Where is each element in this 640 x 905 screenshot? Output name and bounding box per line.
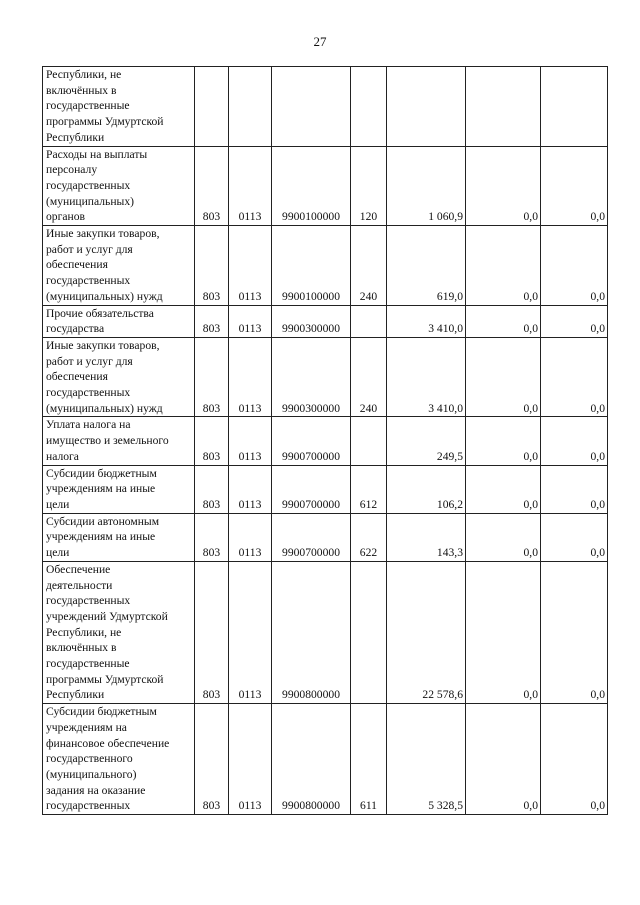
grbs-code-cell: 803 [195,561,229,703]
amount-year2-cell: 0,0 [466,465,541,513]
grbs-code-cell: 803 [195,337,229,417]
section-code-cell: 0113 [229,704,272,815]
expense-type-cell [351,305,387,337]
amount-year1-cell [387,67,466,147]
table-row [43,67,608,147]
expense-type-cell [351,417,387,465]
expense-name-cell [43,561,195,703]
grbs-code-cell [195,67,229,147]
grbs-code-cell: 803 [195,704,229,815]
expense-name-cell [43,704,195,815]
expense-name-text: Республики, не включённых в государственные программы Удмуртской Республики [46,68,164,144]
expense-name-cell [43,67,195,147]
expense-name-cell [43,146,195,226]
amount-year2-cell: 0,0 [466,513,541,561]
table-row [43,146,608,226]
amount-year1-cell: 143,3 [387,513,466,561]
amount-year3-cell: 0,0 [541,704,608,815]
amount-year3-cell [541,67,608,147]
budget-table [42,66,608,815]
section-code-cell: 0113 [229,226,272,306]
table-row [43,704,608,815]
amount-year1-cell: 5 328,5 [387,704,466,815]
expense-name-cell [43,337,195,417]
section-code-cell: 0113 [229,305,272,337]
amount-year1-cell: 619,0 [387,226,466,306]
expense-type-cell: 622 [351,513,387,561]
amount-year3-cell: 0,0 [541,337,608,417]
expense-name-text: Субсидии бюджетным учреждениям на финансовое обеспечение государственного (муниципального) задания на оказание государственных [46,705,170,813]
target-article-cell: 9900100000 [272,146,351,226]
amount-year2-cell: 0,0 [466,305,541,337]
target-article-cell: 9900800000 [272,561,351,703]
amount-year1-cell: 106,2 [387,465,466,513]
expense-type-cell: 240 [351,337,387,417]
expense-name-text: Субсидии автономным учреждениям на иные цели [46,514,160,560]
expense-name-text: Обеспечение деятельности государственных учреждений Удмуртской Республики, не включённых в государственные программы Удмуртской Республики [46,562,168,702]
amount-year3-cell: 0,0 [541,513,608,561]
target-article-cell: 9900800000 [272,704,351,815]
amount-year1-cell: 1 060,9 [387,146,466,226]
expense-name-cell [43,465,195,513]
amount-year2-cell: 0,0 [466,226,541,306]
grbs-code-cell: 803 [195,417,229,465]
table-row [43,226,608,306]
amount-year2-cell: 0,0 [466,146,541,226]
expense-type-cell: 120 [351,146,387,226]
page-number: 27 [313,34,327,49]
expense-name-text: Расходы на выплаты персоналу государственных (муниципальных) органов [46,147,148,224]
expense-name-text: Прочие обязательства государства [46,306,154,336]
expense-name-cell [43,305,195,337]
amount-year3-cell: 0,0 [541,146,608,226]
section-code-cell [229,67,272,147]
section-code-cell: 0113 [229,417,272,465]
section-code-cell: 0113 [229,337,272,417]
expense-name-text: Субсидии бюджетным учреждениям на иные цели [46,466,157,511]
amount-year3-cell: 0,0 [541,226,608,306]
amount-year1-cell: 249,5 [387,417,466,465]
amount-year3-cell: 0,0 [541,561,608,703]
expense-name-cell [43,513,195,561]
table-row [43,465,608,513]
expense-name-text: Уплата налога на имущество и земельного налога [46,418,169,463]
amount-year2-cell: 0,0 [466,417,541,465]
table-row [43,305,608,337]
target-article-cell [272,67,351,147]
target-article-cell: 9900700000 [272,417,351,465]
amount-year3-cell: 0,0 [541,465,608,513]
expense-type-cell [351,561,387,703]
budget-table-body [43,67,608,815]
table-row [43,337,608,417]
section-code-cell: 0113 [229,146,272,226]
grbs-code-cell: 803 [195,305,229,337]
grbs-code-cell: 803 [195,513,229,561]
amount-year2-cell: 0,0 [466,337,541,417]
amount-year3-cell: 0,0 [541,417,608,465]
expense-type-cell [351,67,387,147]
grbs-code-cell: 803 [195,226,229,306]
amount-year2-cell: 0,0 [466,704,541,815]
target-article-cell: 9900100000 [272,226,351,306]
target-article-cell: 9900700000 [272,513,351,561]
amount-year2-cell: 0,0 [466,561,541,703]
table-row [43,417,608,465]
table-row [43,561,608,703]
target-article-cell: 9900700000 [272,465,351,513]
target-article-cell: 9900300000 [272,337,351,417]
expense-type-cell: 612 [351,465,387,513]
amount-year1-cell: 22 578,6 [387,561,466,703]
table-row [43,513,608,561]
section-code-cell: 0113 [229,465,272,513]
grbs-code-cell: 803 [195,465,229,513]
expense-name-cell [43,226,195,306]
section-code-cell: 0113 [229,513,272,561]
amount-year1-cell: 3 410,0 [387,337,466,417]
amount-year3-cell: 0,0 [541,305,608,337]
grbs-code-cell: 803 [195,146,229,226]
target-article-cell: 9900300000 [272,305,351,337]
expense-type-cell: 611 [351,704,387,815]
expense-type-cell: 240 [351,226,387,306]
section-code-cell: 0113 [229,561,272,703]
amount-year2-cell [466,67,541,147]
amount-year1-cell: 3 410,0 [387,305,466,337]
expense-name-text: Иные закупки товаров, работ и услуг для обеспечения государственных (муниципальных) нужд [46,338,163,415]
expense-name-cell [43,417,195,465]
expense-name-text: Иные закупки товаров, работ и услуг для обеспечения государственных (муниципальных) нужд [46,227,163,303]
